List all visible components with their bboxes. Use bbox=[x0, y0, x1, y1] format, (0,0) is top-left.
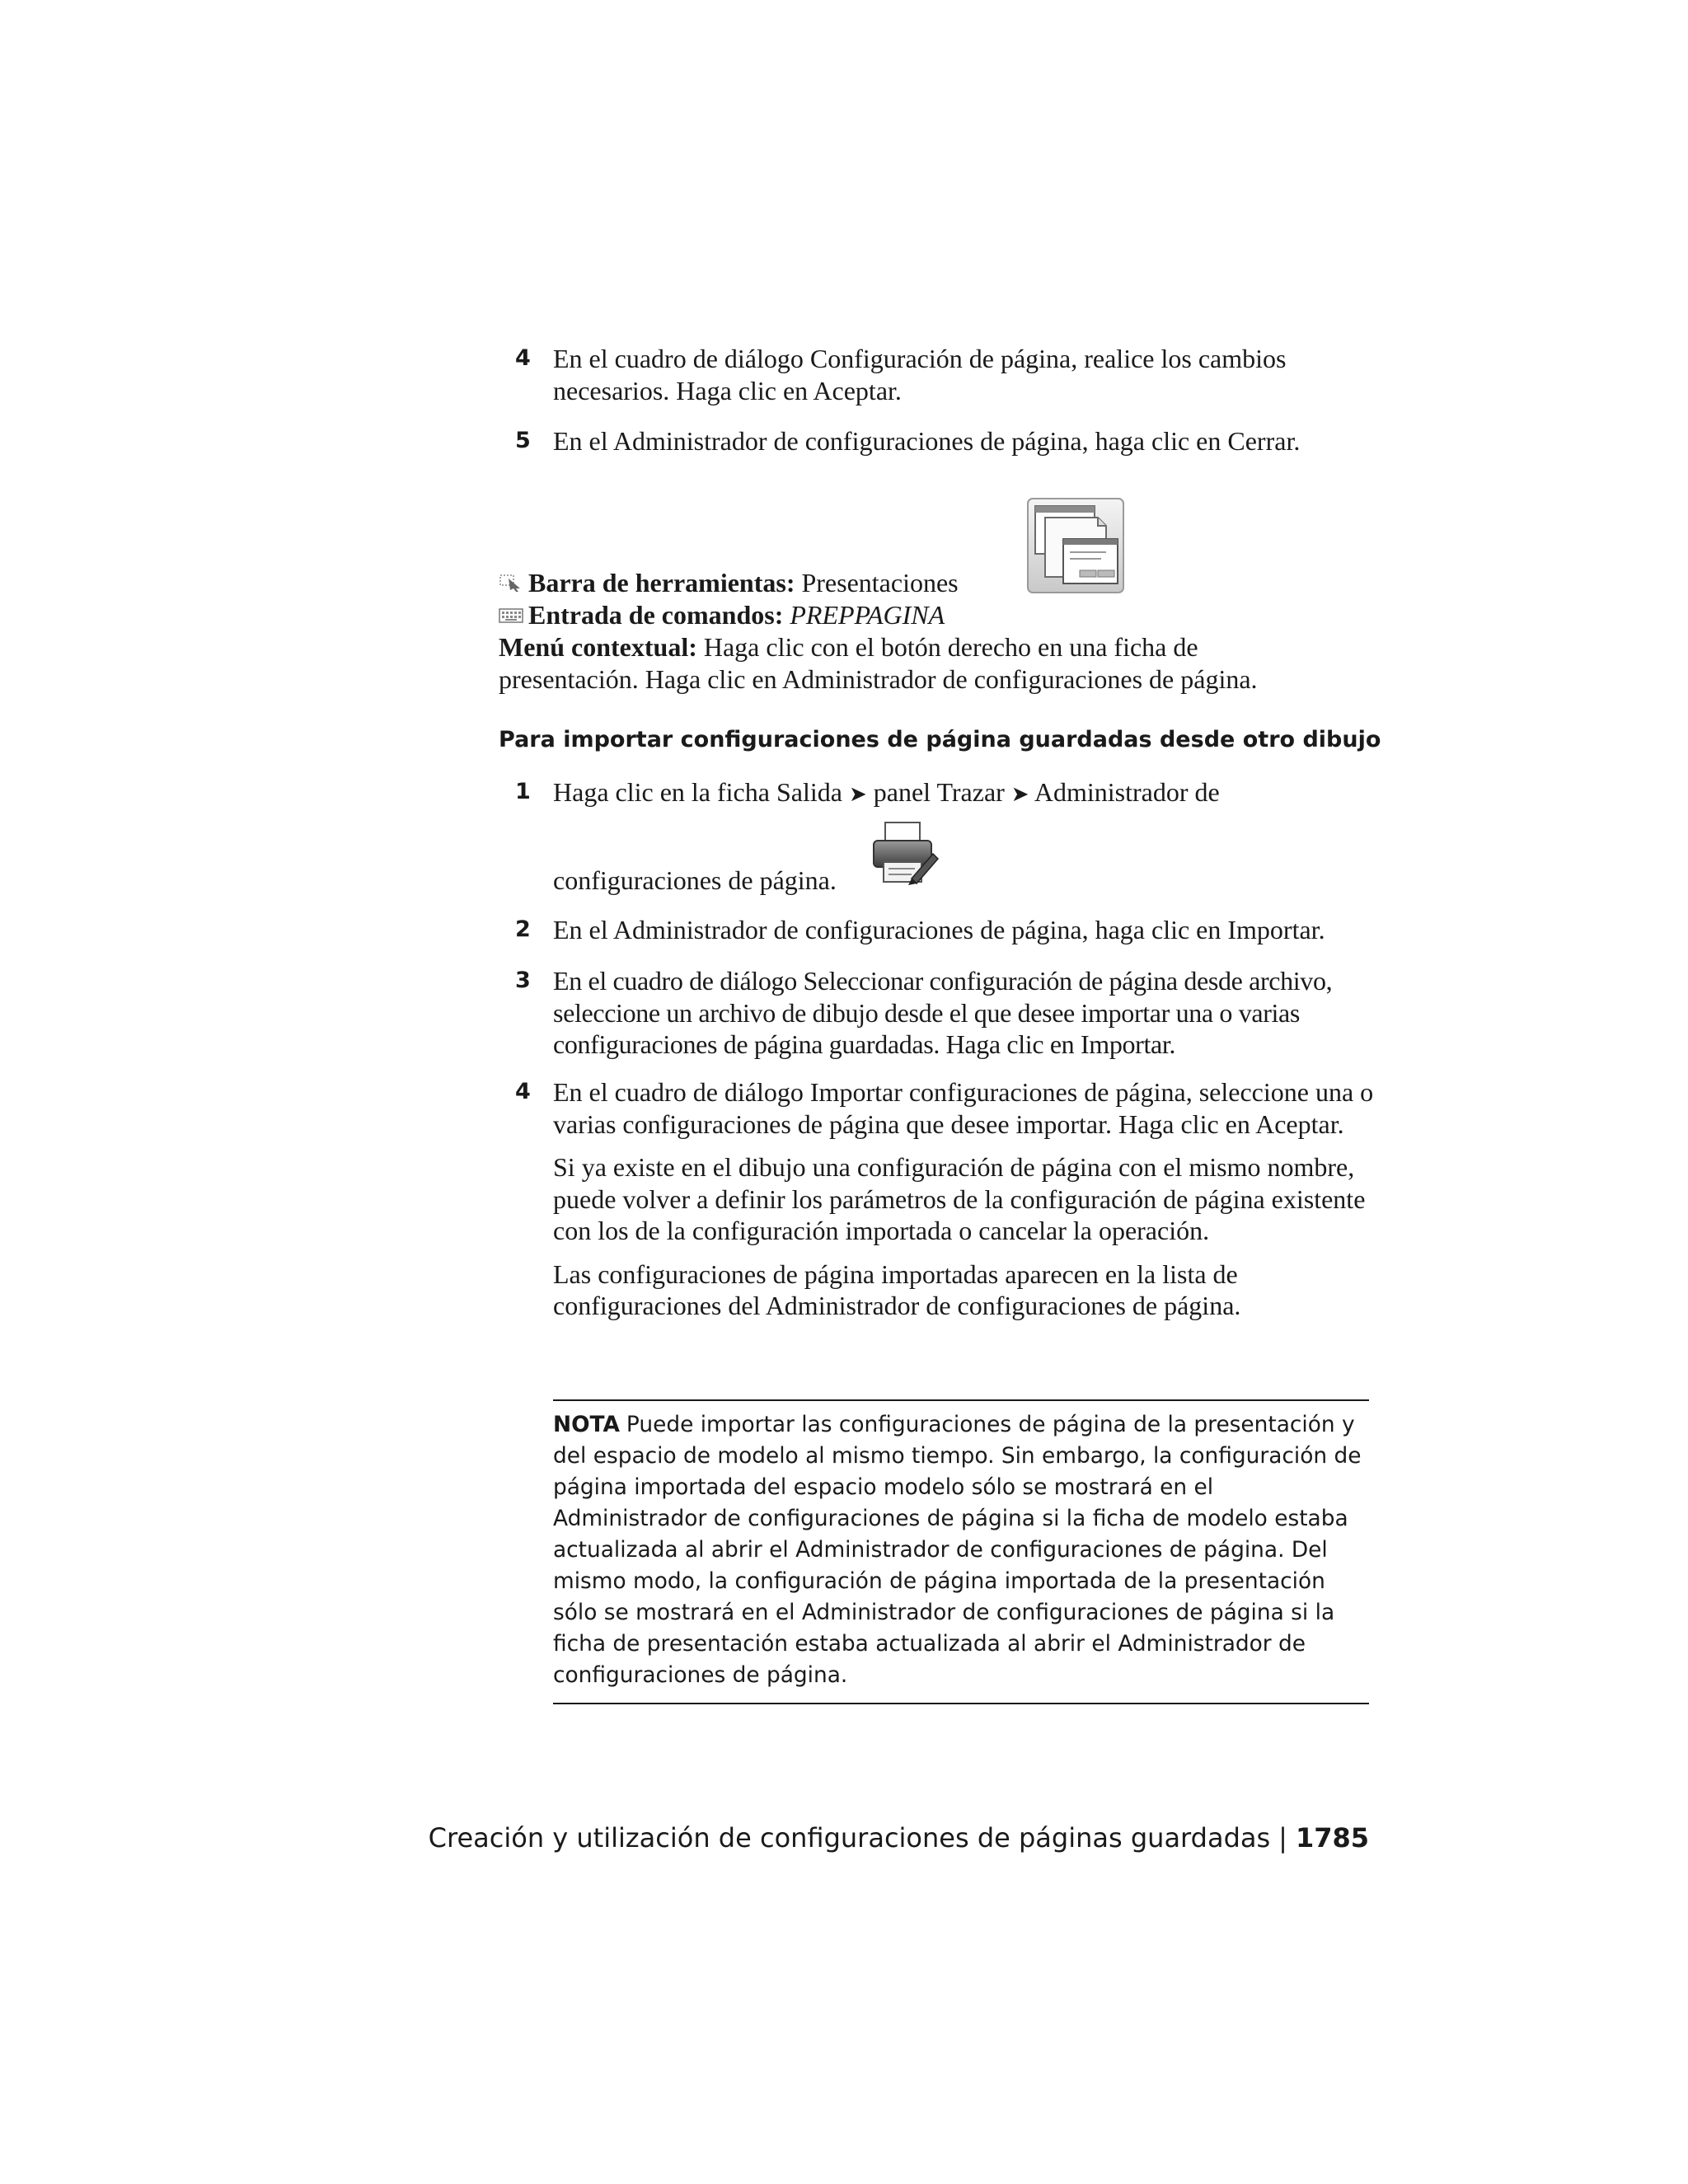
import-step-1 bbox=[515, 776, 1381, 811]
step-number: 2 bbox=[515, 916, 531, 942]
arrow-right-icon: ➤ bbox=[848, 782, 867, 807]
step-text: En el cuadro de diálogo Configuración de página, realice los cambios necesarios. Haga clic en Aceptar. bbox=[553, 344, 1287, 405]
footer-title: Creación y utilización de configuraciones de páginas guardadas bbox=[428, 1822, 1271, 1854]
context-menu-line-1 bbox=[499, 631, 1198, 663]
note-box bbox=[553, 1399, 1369, 1704]
step-text: En el Administrador de configuraciones de página, haga clic en Cerrar. bbox=[553, 426, 1301, 456]
page-number: 1785 bbox=[1295, 1822, 1369, 1854]
step-1-part-2: panel Trazar bbox=[873, 777, 1005, 807]
footer-separator: | bbox=[1278, 1822, 1287, 1854]
toolbar-value: Presentaciones bbox=[801, 568, 959, 598]
step-1-line-1 bbox=[553, 776, 1381, 811]
page-footer bbox=[429, 1821, 1369, 1854]
step-text: En el cuadro de diálogo Seleccionar configuración de página desde archivo, seleccione un archivo de dibujo desde el que desee importar una o varias configuraciones de página guardadas. Haga clic en Importar. bbox=[553, 966, 1333, 1059]
import-step-2 bbox=[515, 914, 1381, 946]
step-number: 4 bbox=[515, 1079, 531, 1104]
toolbar-label: Barra de herramientas: bbox=[528, 568, 795, 598]
toolbar-access-line bbox=[499, 567, 959, 599]
step-4-paragraph-3: Las configuraciones de página importadas aparecen en la lista de configuraciones del Administrador de configuraciones de página. bbox=[553, 1258, 1241, 1320]
command-access-line bbox=[499, 599, 945, 631]
step-4-top bbox=[515, 343, 1381, 406]
command-value: PREPPAGINA bbox=[790, 600, 945, 630]
note-label: NOTA bbox=[553, 1412, 620, 1437]
section-heading: Para importar configuraciones de página guardadas desde otro dibujo bbox=[499, 727, 1381, 752]
keyboard-icon bbox=[499, 601, 523, 621]
page-setup-manager-icon bbox=[1027, 498, 1124, 593]
import-step-4 bbox=[515, 1076, 1381, 1322]
step-5-top bbox=[515, 425, 1381, 457]
step-1-line-2: configuraciones de página. bbox=[553, 865, 837, 895]
command-label: Entrada de comandos: bbox=[528, 600, 784, 630]
context-value-1: Haga clic con el botón derecho en una ficha de bbox=[703, 632, 1198, 662]
plotter-page-setup-icon bbox=[870, 819, 940, 887]
context-menu-line-2 bbox=[499, 663, 1258, 696]
step-number: 5 bbox=[515, 428, 531, 453]
step-text: En el Administrador de configuraciones de página, haga clic en Importar. bbox=[553, 915, 1325, 944]
step-1-part-3: Administrador de bbox=[1034, 777, 1220, 807]
note-text: Puede importar las configuraciones de página de la presentación y del espacio de modelo al mismo tiempo. Sin embargo, la configuración de página importada del espacio modelo sólo se mostrará en el Administrador de configuraciones de página si la ficha de modelo estaba actualizada al abrir el Administrador de configuraciones de página. Del mismo modo, la configuración de página importada de la presentación sólo se mostrará en el Administrador de configuraciones de página si la ficha de presentación estaba actualizada al abrir el Administrador de configuraciones de página. bbox=[553, 1412, 1362, 1688]
step-number: 3 bbox=[515, 968, 531, 993]
step-number: 1 bbox=[515, 779, 531, 804]
arrow-right-icon: ➤ bbox=[1010, 782, 1029, 807]
toolbar-icon bbox=[499, 569, 523, 588]
import-step-3 bbox=[515, 965, 1381, 1061]
step-4-paragraph-2: Si ya existe en el dibujo una configuración de página con el mismo nombre, puede volver a definir los parámetros de la configuración de página existente con los de la configuración importada o cancelar la operación. bbox=[553, 1152, 1366, 1245]
step-number: 4 bbox=[515, 345, 531, 371]
step-4-paragraph-1: En el cuadro de diálogo Importar configuraciones de página, seleccione una o varias configuraciones de página que desee importar. Haga clic en Aceptar. bbox=[553, 1077, 1374, 1139]
step-1-part-1: Haga clic en la ficha Salida bbox=[553, 777, 842, 807]
context-value-2: presentación. Haga clic en Administrador de configuraciones de página. bbox=[499, 664, 1258, 694]
context-label: Menú contextual: bbox=[499, 632, 697, 662]
